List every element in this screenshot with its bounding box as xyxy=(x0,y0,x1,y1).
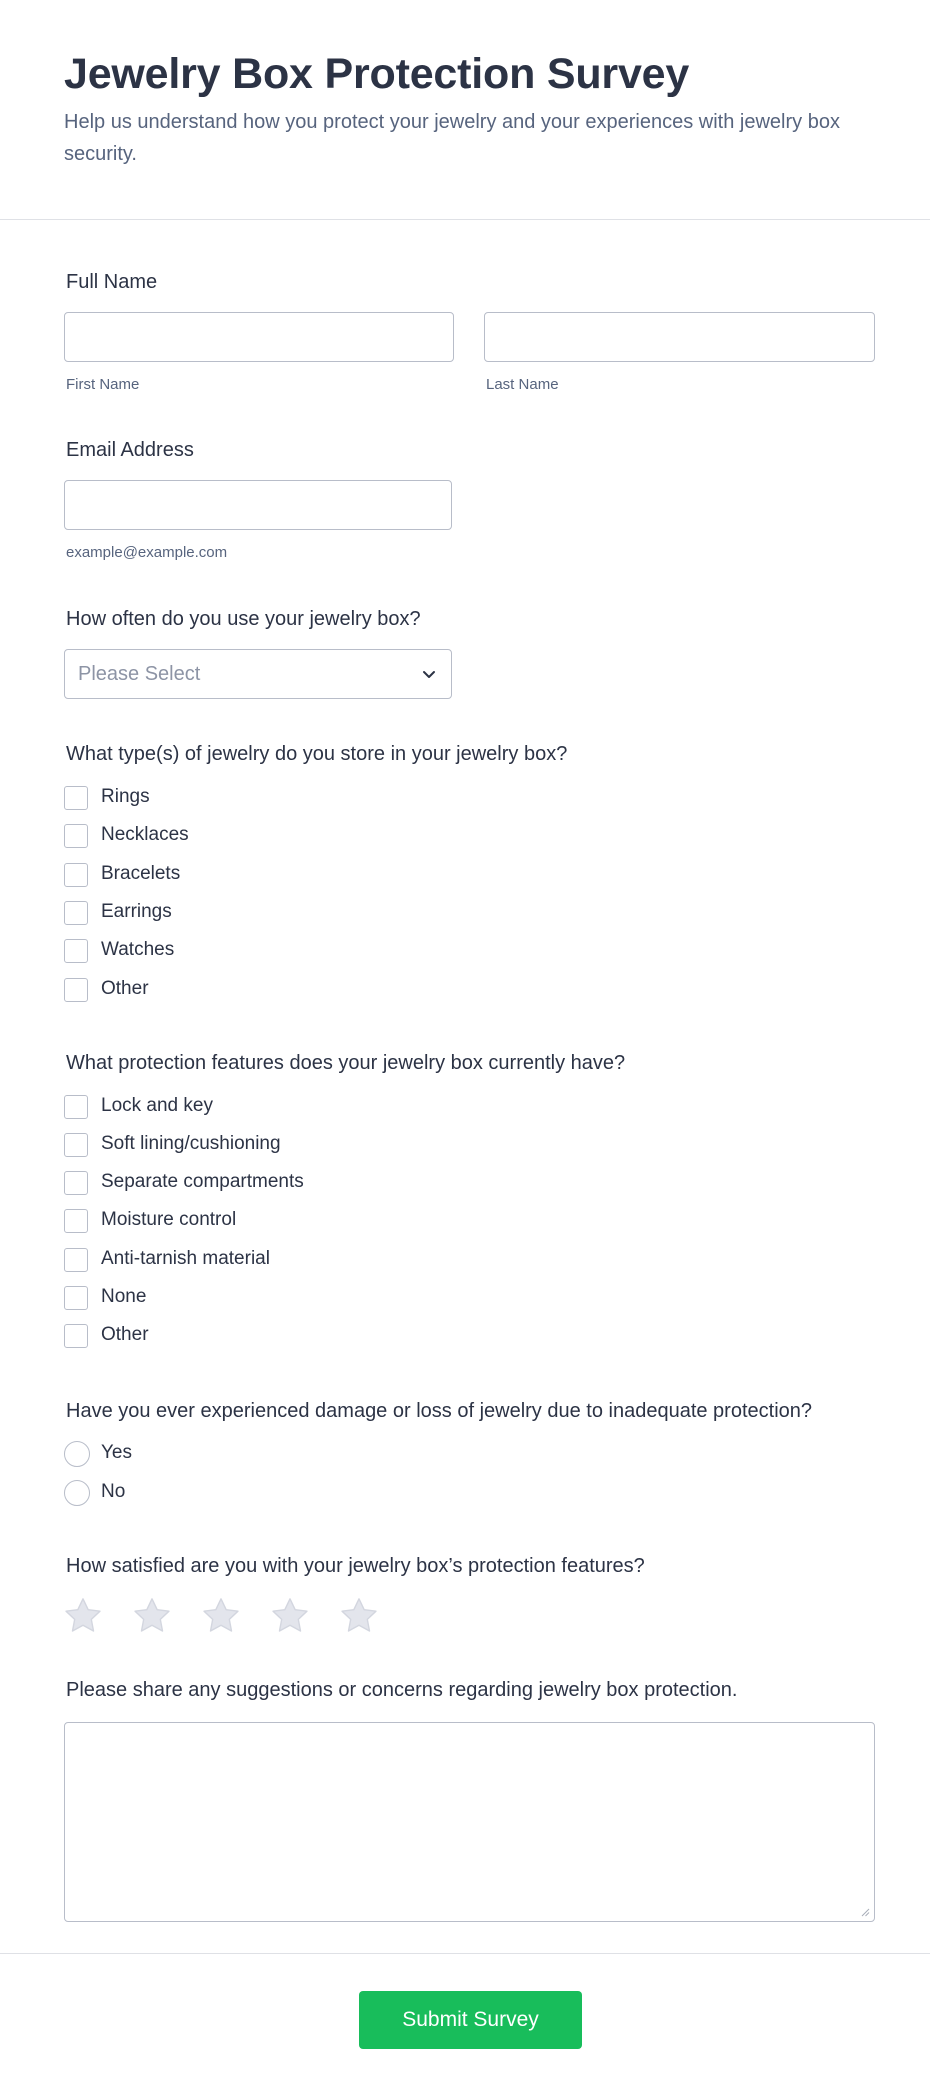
checkbox[interactable] xyxy=(64,901,88,925)
checkbox[interactable] xyxy=(64,1133,88,1157)
option-label: Bracelets xyxy=(101,863,181,884)
option-label: Lock and key xyxy=(101,1095,213,1116)
resize-handle-icon[interactable] xyxy=(860,1907,870,1917)
star-icon[interactable] xyxy=(131,1595,173,1637)
checkbox[interactable] xyxy=(64,1248,88,1272)
option-label: None xyxy=(101,1286,147,1307)
checkbox[interactable] xyxy=(64,939,88,963)
checkbox[interactable] xyxy=(64,1286,88,1310)
radio-button[interactable] xyxy=(64,1441,90,1467)
option-label: Anti-tarnish material xyxy=(101,1248,270,1269)
option-label: Necklaces xyxy=(101,824,189,845)
last-name-input[interactable] xyxy=(484,312,875,362)
star-icon[interactable] xyxy=(269,1595,311,1637)
option-label: Yes xyxy=(101,1442,132,1463)
checkbox[interactable] xyxy=(64,786,88,810)
option-label: Rings xyxy=(101,786,150,807)
page-subtitle: Help us understand how you protect your jewelry and your experiences with jewelry box security. xyxy=(64,111,840,165)
star-icon[interactable] xyxy=(338,1595,380,1637)
suggestions-label: Please share any suggestions or concerns regarding jewelry box protection. xyxy=(66,1679,738,1701)
email-label: Email Address xyxy=(66,439,194,461)
checkbox[interactable] xyxy=(64,1324,88,1348)
full-name-label: Full Name xyxy=(66,271,158,293)
checkbox[interactable] xyxy=(64,1171,88,1195)
submit-button[interactable]: Submit Survey xyxy=(359,1991,582,2049)
form-header xyxy=(0,0,930,220)
option-label: Soft lining/cushioning xyxy=(101,1133,281,1154)
option-label: Other xyxy=(101,978,149,999)
option-label: Watches xyxy=(101,939,175,960)
checkbox[interactable] xyxy=(64,824,88,848)
radio-button[interactable] xyxy=(64,1480,90,1506)
footer-divider xyxy=(0,1953,930,1954)
option-label: Earrings xyxy=(101,901,172,922)
suggestions-textarea[interactable] xyxy=(64,1722,875,1922)
protection-features-label: What protection features does your jewelry box currently have? xyxy=(66,1052,626,1074)
checkbox[interactable] xyxy=(64,1095,88,1119)
email-field[interactable] xyxy=(64,480,452,530)
option-label: Separate compartments xyxy=(101,1171,304,1192)
option-label: No xyxy=(101,1481,126,1502)
jewelry-types-label: What type(s) of jewelry do you store in your jewelry box? xyxy=(66,743,568,765)
checkbox[interactable] xyxy=(64,863,88,887)
usage-selected-value: Please Select xyxy=(78,663,201,685)
star-icon[interactable] xyxy=(200,1595,242,1637)
satisfaction-label: How satisfied are you with your jewelry box’s protection features? xyxy=(66,1555,645,1577)
page-title: Jewelry Box Protection Survey xyxy=(64,50,690,98)
option-label: Moisture control xyxy=(101,1209,237,1230)
checkbox[interactable] xyxy=(64,978,88,1002)
email-sublabel: example@example.com xyxy=(66,544,228,561)
star-icon[interactable] xyxy=(62,1595,104,1637)
last-name-sublabel: Last Name xyxy=(486,376,559,393)
first-name-input[interactable] xyxy=(64,312,454,362)
usage-select[interactable] xyxy=(64,649,452,699)
checkbox[interactable] xyxy=(64,1209,88,1233)
usage-label: How often do you use your jewelry box? xyxy=(66,608,421,630)
damage-label: Have you ever experienced damage or loss of jewelry due to inadequate protection? xyxy=(66,1400,813,1422)
first-name-sublabel: First Name xyxy=(66,376,140,393)
option-label: Other xyxy=(101,1324,149,1345)
chevron-down-icon xyxy=(419,664,439,684)
